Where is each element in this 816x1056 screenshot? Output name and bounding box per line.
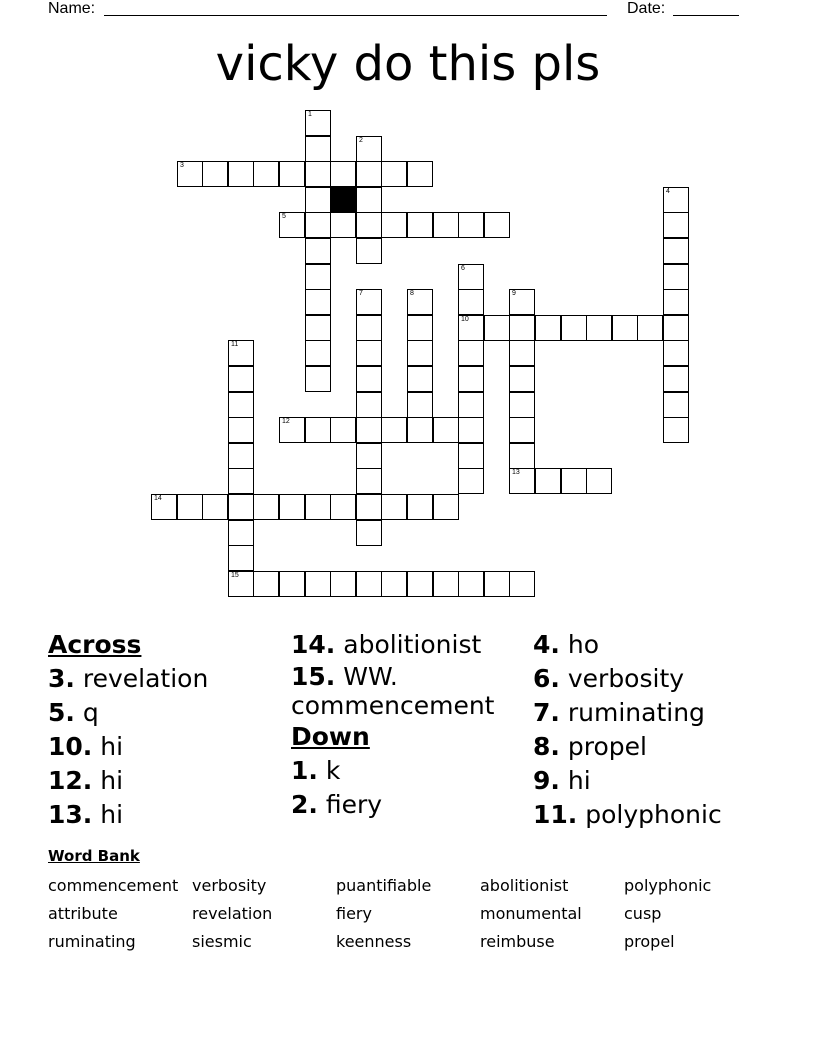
clue-number-label: 15 <box>231 572 239 579</box>
crossword-cell[interactable] <box>407 494 433 520</box>
crossword-cell[interactable] <box>663 392 689 418</box>
crossword-cell[interactable] <box>279 571 305 597</box>
down-clue: 9. hi <box>533 766 591 795</box>
clue-number-label: 9 <box>512 290 516 297</box>
word-bank-title: Word Bank <box>48 847 140 865</box>
crossword-cell[interactable] <box>663 417 689 443</box>
crossword-cell[interactable] <box>663 289 689 315</box>
crossword-cell[interactable] <box>407 315 433 341</box>
crossword-cell[interactable] <box>458 468 484 494</box>
across-clue: 15. WW. commencement <box>291 662 495 720</box>
crossword-cell[interactable] <box>305 264 331 290</box>
crossword-cell[interactable] <box>433 417 459 443</box>
crossword-cell[interactable] <box>509 468 535 494</box>
crossword-cell[interactable] <box>279 417 305 443</box>
crossword-cell[interactable] <box>509 289 535 315</box>
name-label: Name: <box>48 0 96 17</box>
crossword-cell[interactable] <box>228 417 254 443</box>
word-bank-word: cusp <box>624 904 662 923</box>
down-clue: 4. ho <box>533 630 599 659</box>
crossword-cell[interactable] <box>228 468 254 494</box>
crossword-cell[interactable] <box>612 315 638 341</box>
crossword-cell[interactable] <box>484 315 510 341</box>
word-bank-word: abolitionist <box>480 876 569 895</box>
word-bank-word: polyphonic <box>624 876 712 895</box>
crossword-cell[interactable] <box>663 315 689 341</box>
down-heading: Down <box>291 722 370 751</box>
crossword-cell[interactable] <box>356 392 382 418</box>
crossword-cell[interactable] <box>356 340 382 366</box>
crossword-cell[interactable] <box>228 520 254 546</box>
crossword-cell[interactable] <box>305 340 331 366</box>
clue-number-label: 7 <box>359 290 363 297</box>
word-bank-word: reimbuse <box>480 932 555 951</box>
crossword-cell[interactable] <box>637 315 663 341</box>
word-bank-word: siesmic <box>192 932 252 951</box>
crossword-cell[interactable] <box>330 212 356 238</box>
clue-number-label: 6 <box>461 265 465 272</box>
crossword-cell[interactable] <box>407 392 433 418</box>
crossword-cell[interactable] <box>305 110 331 136</box>
word-bank-word: puantifiable <box>336 876 432 895</box>
clue-number-label: 2 <box>359 137 363 144</box>
crossword-cell[interactable] <box>381 212 407 238</box>
crossword-cell[interactable] <box>305 161 331 187</box>
crossword-cell[interactable] <box>330 494 356 520</box>
clue-number-label: 13 <box>512 469 520 476</box>
clue-number-label: 3 <box>180 162 184 169</box>
crossword-cell[interactable] <box>535 315 561 341</box>
crossword-cell[interactable] <box>330 417 356 443</box>
crossword-cell[interactable] <box>356 136 382 162</box>
crossword-cell[interactable] <box>535 468 561 494</box>
clue-number-label: 14 <box>154 495 162 502</box>
down-clue: 6. verbosity <box>533 664 685 693</box>
down-clue: 7. ruminating <box>533 698 705 727</box>
crossword-cell[interactable] <box>458 571 484 597</box>
puzzle-title: vicky do this pls <box>215 36 601 92</box>
crossword-cell[interactable] <box>253 161 279 187</box>
crossword-cell[interactable] <box>356 417 382 443</box>
crossword-cell[interactable] <box>151 494 177 520</box>
clue-column-2 <box>291 628 531 822</box>
crossword-cell[interactable] <box>433 212 459 238</box>
crossword-cell[interactable] <box>356 315 382 341</box>
crossword-black-cell <box>330 187 356 213</box>
crossword-cell[interactable] <box>202 494 228 520</box>
clue-number-label: 12 <box>282 418 290 425</box>
date-label: Date: <box>627 0 666 17</box>
crossword-cell[interactable] <box>509 443 535 469</box>
crossword-cell[interactable] <box>433 494 459 520</box>
crossword-cell[interactable] <box>458 340 484 366</box>
crossword-cell[interactable] <box>586 315 612 341</box>
word-bank-word: monumental <box>480 904 582 923</box>
crossword-cell[interactable] <box>381 161 407 187</box>
word-bank-word: attribute <box>48 904 118 923</box>
crossword-cell[interactable] <box>330 161 356 187</box>
crossword-cell[interactable] <box>356 187 382 213</box>
crossword-cell[interactable] <box>305 212 331 238</box>
crossword-cell[interactable] <box>228 366 254 392</box>
crossword-cell[interactable] <box>458 264 484 290</box>
clue-number-label: 5 <box>282 213 286 220</box>
crossword-cell[interactable] <box>509 571 535 597</box>
crossword-cell[interactable] <box>305 417 331 443</box>
clue-number-label: 8 <box>410 290 414 297</box>
crossword-cell[interactable] <box>330 571 356 597</box>
crossword-cell[interactable] <box>228 571 254 597</box>
crossword-cell[interactable] <box>305 289 331 315</box>
crossword-cell[interactable] <box>228 340 254 366</box>
crossword-cell[interactable] <box>433 571 459 597</box>
crossword-cell[interactable] <box>458 366 484 392</box>
clue-number-label: 1 <box>308 111 312 118</box>
crossword-cell[interactable] <box>356 289 382 315</box>
across-heading: Across <box>48 630 142 659</box>
crossword-cell[interactable] <box>305 187 331 213</box>
word-bank-word: verbosity <box>192 876 267 895</box>
crossword-cell[interactable] <box>407 161 433 187</box>
crossword-cell[interactable] <box>458 315 484 341</box>
crossword-cell[interactable] <box>356 443 382 469</box>
crossword-cell[interactable] <box>356 494 382 520</box>
word-bank-word: fiery <box>336 904 372 923</box>
crossword-cell[interactable] <box>356 212 382 238</box>
crossword-cell[interactable] <box>305 136 331 162</box>
word-bank-word: keenness <box>336 932 412 951</box>
crossword-cell[interactable] <box>509 392 535 418</box>
crossword-cell[interactable] <box>381 571 407 597</box>
crossword-cell[interactable] <box>458 212 484 238</box>
crossword-cell[interactable] <box>279 212 305 238</box>
crossword-cell[interactable] <box>458 417 484 443</box>
down-clue: 8. propel <box>533 732 647 761</box>
crossword-cell[interactable] <box>253 571 279 597</box>
across-clue: 13. hi <box>48 800 124 829</box>
crossword-cell[interactable] <box>202 161 228 187</box>
crossword-cell[interactable] <box>663 264 689 290</box>
crossword-cell[interactable] <box>407 340 433 366</box>
crossword-cell[interactable] <box>561 468 587 494</box>
crossword-cell[interactable] <box>407 212 433 238</box>
crossword-cell[interactable] <box>356 520 382 546</box>
across-clue: 5. q <box>48 698 99 727</box>
crossword-cell[interactable] <box>484 212 510 238</box>
across-clue: 3. revelation <box>48 664 209 693</box>
crossword-cell[interactable] <box>177 494 203 520</box>
crossword-cell[interactable] <box>458 289 484 315</box>
crossword-cell[interactable] <box>484 571 510 597</box>
clue-number-label: 11 <box>231 341 239 348</box>
clues-section <box>48 628 788 838</box>
crossword-cell[interactable] <box>509 315 535 341</box>
crossword-cell[interactable] <box>305 315 331 341</box>
crossword-cell[interactable] <box>228 392 254 418</box>
crossword-cell[interactable] <box>407 571 433 597</box>
across-clue: 12. hi <box>48 766 124 795</box>
crossword-cell[interactable] <box>279 161 305 187</box>
clue-number-label: 4 <box>666 188 670 195</box>
crossword-cell[interactable] <box>177 161 203 187</box>
crossword-cell[interactable] <box>509 340 535 366</box>
crossword-cell[interactable] <box>458 392 484 418</box>
across-clue: 10. hi <box>48 732 124 761</box>
crossword-cell[interactable] <box>305 366 331 392</box>
crossword-cell[interactable] <box>561 315 587 341</box>
crossword-cell[interactable] <box>458 443 484 469</box>
crossword-cell[interactable] <box>356 238 382 264</box>
crossword-cell[interactable] <box>305 494 331 520</box>
crossword-cell[interactable] <box>253 494 279 520</box>
crossword-cell[interactable] <box>228 161 254 187</box>
clue-number-label: 10 <box>461 316 469 323</box>
across-clue: 14. abolitionist <box>291 630 482 659</box>
word-bank-word: commencement <box>48 876 179 895</box>
crossword-cell[interactable] <box>407 417 433 443</box>
crossword-cell[interactable] <box>356 366 382 392</box>
crossword-cell[interactable] <box>356 161 382 187</box>
crossword-cell[interactable] <box>279 494 305 520</box>
word-bank-word: revelation <box>192 904 273 923</box>
crossword-cell[interactable] <box>381 494 407 520</box>
crossword-cell[interactable] <box>305 238 331 264</box>
crossword-cell[interactable] <box>663 366 689 392</box>
crossword-cell[interactable] <box>407 366 433 392</box>
crossword-cell[interactable] <box>381 417 407 443</box>
down-clue: 1. k <box>291 756 341 785</box>
clue-column-3 <box>533 628 783 832</box>
crossword-cell[interactable] <box>228 545 254 571</box>
crossword-cell[interactable] <box>356 468 382 494</box>
word-bank-word: propel <box>624 932 675 951</box>
word-bank-word: ruminating <box>48 932 136 951</box>
crossword-cell[interactable] <box>407 289 433 315</box>
crossword-cell[interactable] <box>305 571 331 597</box>
crossword-cell[interactable] <box>509 366 535 392</box>
down-clue: 11. polyphonic <box>533 800 722 829</box>
crossword-cell[interactable] <box>663 212 689 238</box>
crossword-cell[interactable] <box>663 340 689 366</box>
crossword-cell[interactable] <box>509 417 535 443</box>
clue-column-1 <box>48 628 288 832</box>
crossword-cell[interactable] <box>228 443 254 469</box>
crossword-cell[interactable] <box>586 468 612 494</box>
crossword-cell[interactable] <box>356 571 382 597</box>
crossword-cell[interactable] <box>663 238 689 264</box>
crossword-cell[interactable] <box>228 494 254 520</box>
crossword-cell[interactable] <box>663 187 689 213</box>
down-clue: 2. fiery <box>291 790 383 819</box>
